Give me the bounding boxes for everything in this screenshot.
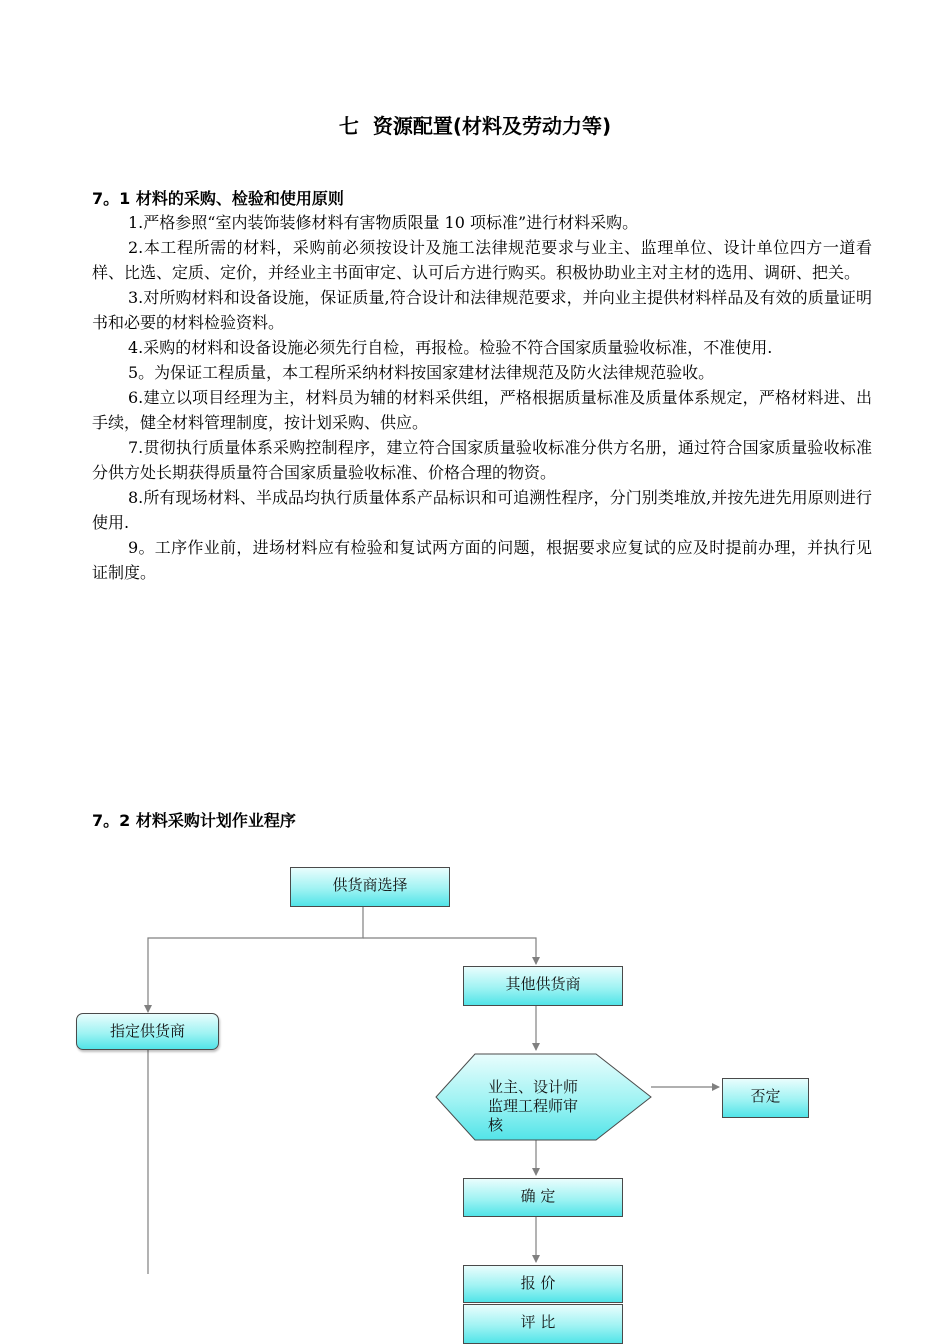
node-supplier-selection [290,867,450,907]
section-heading-7-2: 7。2 材料采购计划作业程序 [92,811,296,830]
node-designated-supplier [76,1013,219,1050]
node-compare [463,1304,623,1344]
node-reject-label: 否定 [750,1087,781,1105]
paragraph-5: 5。为保证工程质量，本工程所采纳材料按国家建材法律规范及防火法律规范验收。 [128,363,715,382]
connector-to-other [363,938,536,964]
paragraph-9: 9。工序作业前，进场材料应有检验和复试两方面的问题，根据要求应复试的应及时提前办理，并执行见证制度。 [92,538,872,582]
node-supplier-selection-label: 供货商选择 [332,876,408,894]
node-confirm [463,1178,623,1217]
paragraph-6: 6.建立以项目经理为主，材料员为辅的材料采供组，严格根据质量标准及质量体系规定，严格材料进、出手续，健全材料管理制度，按计划采购、供应。 [92,388,872,432]
paragraph-7: 7.贯彻执行质量体系采购控制程序，建立符合国家质量验收标准分供方名册，通过符合国家质量验收标准分供方处长期获得质量符合国家质量验收标准、价格合理的物资。 [92,438,872,482]
section-7-1-body [92,210,872,585]
node-compare-label: 评 比 [520,1313,556,1331]
paragraph-8: 8.所有现场材料、半成品均执行质量体系产品标识和可追溯性程序，分门别类堆放,并按先进先用原则进行使用. [92,488,872,532]
section-heading-7-1: 7。1 材料的采购、检验和使用原则 [92,189,344,208]
node-quote [463,1265,623,1303]
connector-to-designated [148,906,363,1012]
procurement-flowchart [0,850,950,1344]
paragraph-1: 1.严格参照“室内装饰装修材料有害物质限量 10 项标准”进行材料采购。 [128,213,639,232]
paragraph-3: 3.对所购材料和设备设施，保证质量,符合设计和法律规范要求，并向业主提供材料样品及有效的质量证明书和必要的材料检验资料。 [92,288,872,332]
page-title: 七 资源配置(材料及劳动力等) [338,114,612,138]
node-designated-supplier-label: 指定供货商 [109,1022,185,1040]
node-other-suppliers-label: 其他供货商 [505,975,581,993]
paragraph-4: 4.采购的材料和设备设施必须先行自检，再报检。检验不符合国家质量验收标准，不准使用. [128,338,773,357]
node-other-suppliers [463,966,623,1006]
node-review-label: 业主、设计师 监理工程师审 核 [488,1078,579,1134]
paragraph-2: 2.本工程所需的材料，采购前必须按设计及施工法律规范要求与业主、监理单位、设计单位四方一道看样、比选、定质、定价，并经业主书面审定、认可后方进行购买。积极协助业主对主材的选用、调研、把关。 [92,238,872,282]
node-quote-label: 报 价 [520,1274,556,1292]
node-reject [722,1078,809,1118]
node-confirm-label: 确 定 [520,1187,556,1205]
